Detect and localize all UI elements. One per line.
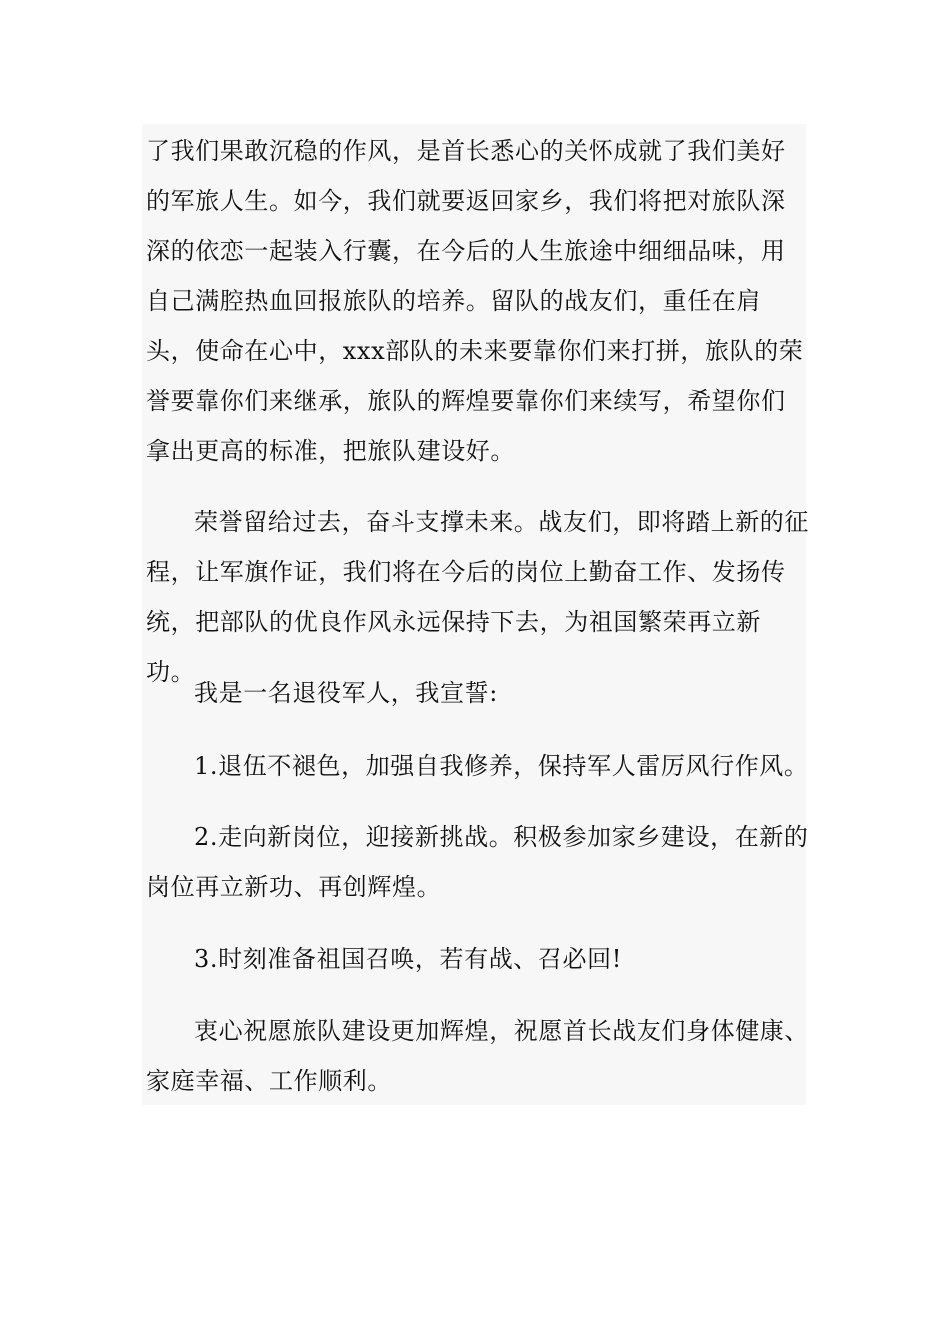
paragraph-oath-intro: 我是一名退役军人，我宣誓: (194, 679, 498, 707)
paragraph-honor: 荣誉留给过去，奋斗支撑未来。战友们，即将踏上新的征程，让军旗作证，我们将在今后的岗位上勤奋工作、发扬传统，把部队的优良作风永远保持下去，为祖国繁荣再立新功。 (146, 508, 809, 686)
paragraph-farewell: 了我们果敢沉稳的作风，是首长悉心的关怀成就了我们美好的军旅人生。如今，我们就要返回家乡，我们将把对旅队深深的依恋一起装入行囊，在今后的人生旅途中细细品味，用自己满腔热血回报旅队的培养。留队的战友们，重任在肩头，使命在心中，xxx部队的未来要靠你们来打拼，旅队的荣誉要靠你们来继承，旅队的辉煌要靠你们来续写，希望你们拿出更高的标准，把旅队建设好。 (146, 137, 804, 465)
paragraph-oath-item-2: 2.走向新岗位，迎接新挑战。积极参加家乡建设，在新的岗位再立新功、再创辉煌。 (146, 823, 809, 901)
paragraph-blessing: 衷心祝愿旅队建设更加辉煌，祝愿首长战友们身体健康、家庭幸福、工作顺利。 (146, 1017, 809, 1095)
paragraph-oath-item-3: 3.时刻准备祖国召唤，若有战、召必回! (194, 945, 622, 973)
paragraph-oath-item-1: 1.退伍不褪色，加强自我修养，保持军人雷厉风行作风。 (194, 752, 809, 780)
